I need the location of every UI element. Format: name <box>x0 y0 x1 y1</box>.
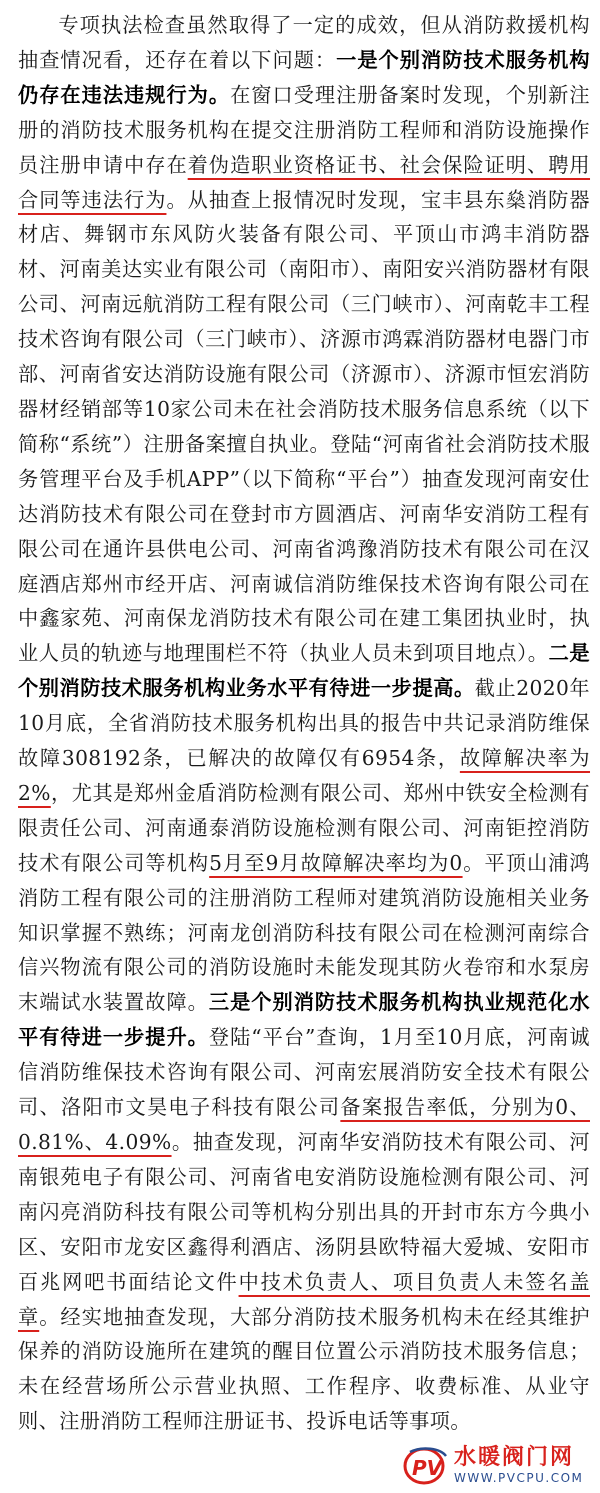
underlined-text: 中技术负责人、项目负责人未签名盖章 <box>18 1269 590 1329</box>
bold-heading: 二是个别消防技术服务机构业务水平有待进一步提高。 <box>18 641 590 701</box>
bold-heading: 一是个别消防技术服务机构仍存在违法违规行为。 <box>18 47 590 107</box>
watermark-text <box>454 1444 584 1485</box>
pvcpu-logo-icon <box>402 1442 450 1488</box>
text-run: 。抽查发现，河南华安消防技术有限公司、河南银苑电子有限公司、河南省电安消防设施检测有限公司、河南闪亮消防科技有限公司等机构分别出具的开封市东方今典小区、安阳市龙安区鑫得利酒店、汤阴县欧特福大爱城、安阳市百兆网吧书面结论文件 <box>18 1130 590 1294</box>
underlined-text: 备案报告率低，分别为0、0.81%、4.09% <box>18 1095 590 1154</box>
site-watermark <box>402 1441 594 1489</box>
text-run: 。从抽查上报情况时发现，宝丰县东燊消防器材店、舞钢市东风防火装备有限公司、平顶山市鸿丰消防器材、河南美达实业有限公司（南阳市）、南阳安兴消防器材有限公司、河南远航消防工程有限公司（三门峡市）、河南乾丰工程技术咨询有限公司（三门峡市）、济源市鸿霖消防器材电器门市部、河南省安达消防设施有限公司（济源市）、济源市恒宏消防器材经销部等10家公司未在社会消防技术服务信息系统（以下简称“系统”）注册备案擅自执业。登陆“河南省社会消防技术服务管理平台及手机APP”（以下简称“平台”）抽查发现河南安仕达消防技术有限公司在登封市方圆酒店、河南华安消防工程有限公司在通许县供电公司、河南省鸿豫消防技术有限公司在汉庭酒店郑州市经开店、河南诚信消防维保技术咨询有限公司在中鑫家苑、河南保龙消防技术有限公司在建工集团执业时，执业人员的轨迹与地理围栏不符（执业人员未到项目地点）。 <box>18 187 590 666</box>
text-run: 。经实地抽查发现，大部分消防技术服务机构未在经其维护保养的消防设施所在建筑的醒目位置公示消防技术服务信息；未在经营场所公示营业执照、工作程序、收费标准、从业守则、注册消防工程师注册证书、投诉电话等事项。 <box>18 1304 591 1434</box>
underlined-text: 着伪造职业资格证书、社会保险证明、聘用合同等违法行为 <box>18 152 591 212</box>
logo-letters: PV <box>412 1456 443 1480</box>
text-run: 专项执法检查虽然取得了一定的成效，但从消防救援机构抽查情况看，还存在着以下问题： <box>18 13 590 72</box>
underlined-text: 5月至9月故障解决率均为0 <box>209 850 463 875</box>
watermark-url: WWW.PVCPU.COM <box>454 1470 584 1485</box>
bold-heading: 三是个别消防技术服务机构执业规范化水平有待进一步提升。 <box>18 990 590 1050</box>
text-run: 登陆“平台”查询，1月至10月底，河南诚信消防维保技术咨询有限公司、河南宏展消防安全技术有限公司、洛阳市文昊电子科技有限公司 <box>18 1025 590 1120</box>
text-run: 。平顶山浦鸿消防工程有限公司的注册消防工程师对建筑消防设施相关业务知识掌握不熟练；河南龙创消防科技有限公司在检测河南综合信兴物流有限公司的消防设施时未能发现其防火卷帘和水泵房末端试水装置故障。 <box>18 850 591 1015</box>
article-body <box>18 8 590 1439</box>
text-run: 在窗口受理注册备案时发现，个别新注册的消防技术服务机构在提交注册消防工程师和消防设施操作员注册申请中存在 <box>18 82 590 177</box>
text-run: 截止2020年10月底，全省消防技术服务机构出具的报告中共记录消防维保故障308192条，已解决的故障仅有6954条， <box>18 676 590 771</box>
underlined-text: 故障解决率为2% <box>18 746 591 805</box>
text-run: ，尤其是郑州金盾消防检测有限公司、郑州中铁安全检测有限责任公司、河南通泰消防设施检测有限公司、河南钜控消防技术有限公司等机构 <box>18 780 590 875</box>
article-paragraph <box>18 8 590 1439</box>
watermark-title: 水暖阀门网 <box>454 1444 575 1470</box>
